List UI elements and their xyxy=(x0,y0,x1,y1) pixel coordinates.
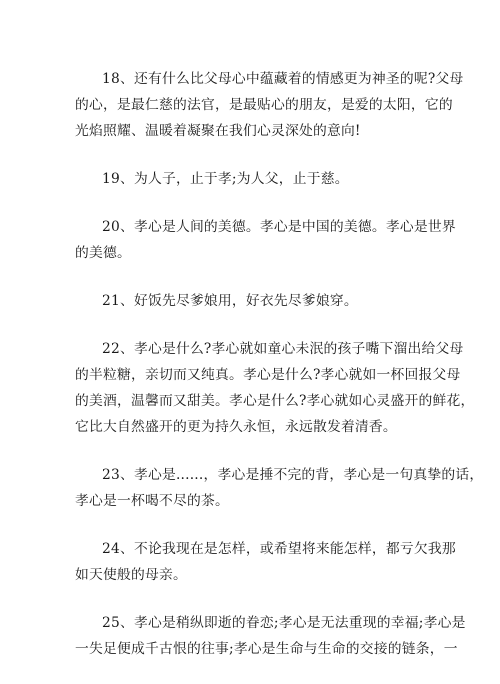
paragraph-line: 19、为人子，止于孝;为人父，止于慈。 xyxy=(102,171,349,187)
paragraph-25 xyxy=(75,610,466,662)
paragraph-line: 23、孝心是......，孝心是捶不完的背，孝心是一句真挚的话， xyxy=(102,467,484,483)
paragraph-line: 的美酒，温馨而又甜美。孝心是什么?孝心就如心灵盛开的鲜花， xyxy=(75,393,475,409)
paragraph-19 xyxy=(75,166,435,192)
paragraph-line: 光焰照耀、温暖着凝聚在我们心灵深处的意向! xyxy=(75,123,361,139)
paragraph-line: 22、孝心是什么?孝心就如童心未泯的孩子嘴下溜出给父母 xyxy=(102,341,464,357)
paragraph-line: 的心，是最仁慈的法官，是最贴心的朋友，是爱的太阳，它的 xyxy=(75,97,453,113)
paragraph-line: 的美德。 xyxy=(75,245,131,261)
paragraph-24 xyxy=(75,536,456,588)
paragraph-line: 25、孝心是稍纵即逝的眷恋;孝心是无法重现的幸福;孝心是 xyxy=(102,615,466,631)
paragraph-line: 的半粒糖，亲切而又纯真。孝心是什么?孝心就如一杯回报父母 xyxy=(75,367,461,383)
paragraph-line: 如天使般的母亲。 xyxy=(75,567,187,583)
paragraph-23 xyxy=(75,462,484,514)
paragraph-line: 孝心是一杯喝不尽的茶。 xyxy=(75,493,229,509)
paragraph-21 xyxy=(75,288,435,314)
paragraph-line: 它比大自然盛开的更为持久永恒，永远散发着清香。 xyxy=(75,419,397,435)
paragraph-line: 一失足便成千古恨的往事;孝心是生命与生命的交接的链条，一 xyxy=(75,641,458,657)
paragraph-line: 18、还有什么比父母心中蕴藏着的情感更为神圣的呢?父母 xyxy=(102,71,464,87)
document-page xyxy=(75,66,484,684)
paragraph-line: 24、不论我现在是怎样，或希望将来能怎样，都亏欠我那 xyxy=(102,541,456,557)
paragraph-22 xyxy=(75,336,475,440)
paragraph-line: 21、好饭先尽爹娘用，好衣先尽爹娘穿。 xyxy=(102,293,358,309)
paragraph-line: 20、孝心是人间的美德。孝心是中国的美德。孝心是世界 xyxy=(102,219,456,235)
paragraph-20 xyxy=(75,214,456,266)
paragraph-18 xyxy=(75,66,464,144)
